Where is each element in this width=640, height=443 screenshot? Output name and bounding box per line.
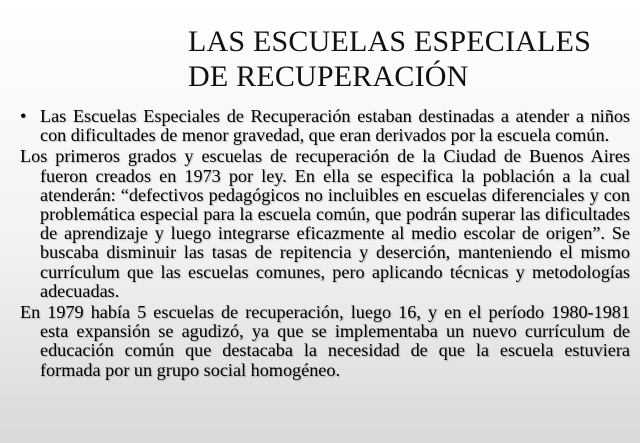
paragraph-1-text: Las Escuelas Especiales de Recuperación estaban destinadas a atender a niños con dificultades de menor gravedad, que eran derivados por la escuela común. — [40, 106, 630, 146]
paragraph-2: Los primeros grados y escuelas de recuperación de la Ciudad de Buenos Aires fueron creados en 1973 por ley. En ella se especifica la población a la cual atenderán: “defectivos pedagógicos no incluibles en escuelas diferenciales y con problemática especial para la escuela común, que podrán superar las dificultades de aprendizaje y luego integrarse eficazmente al medio escolar de origen”. Se buscaba disminuir las tasas de repitencia y deserción, manteniendo el mismo currículum que las escuelas comunes, pero aplicando técnicas y metodologías adecuadas. — [20, 146, 630, 301]
bullet-marker: • — [20, 106, 27, 126]
slide-title — [188, 24, 628, 94]
paragraph-bullet-1 — [20, 107, 630, 145]
slide-title-line-2: DE RECUPERACIÓN — [188, 60, 469, 93]
paragraph-3: En 1979 había 5 escuelas de recuperación, luego 16, y en el período 1980-1981 esta expansión se agudizó, ya que se implementaba un nuevo currículum de educación común que destacaba la necesidad de que la escuela estuviera formada por un grupo social homogéneo. — [20, 302, 630, 380]
slide-title-line-1: LAS ESCUELAS ESPECIALES — [188, 25, 591, 58]
slide-body — [20, 107, 630, 382]
